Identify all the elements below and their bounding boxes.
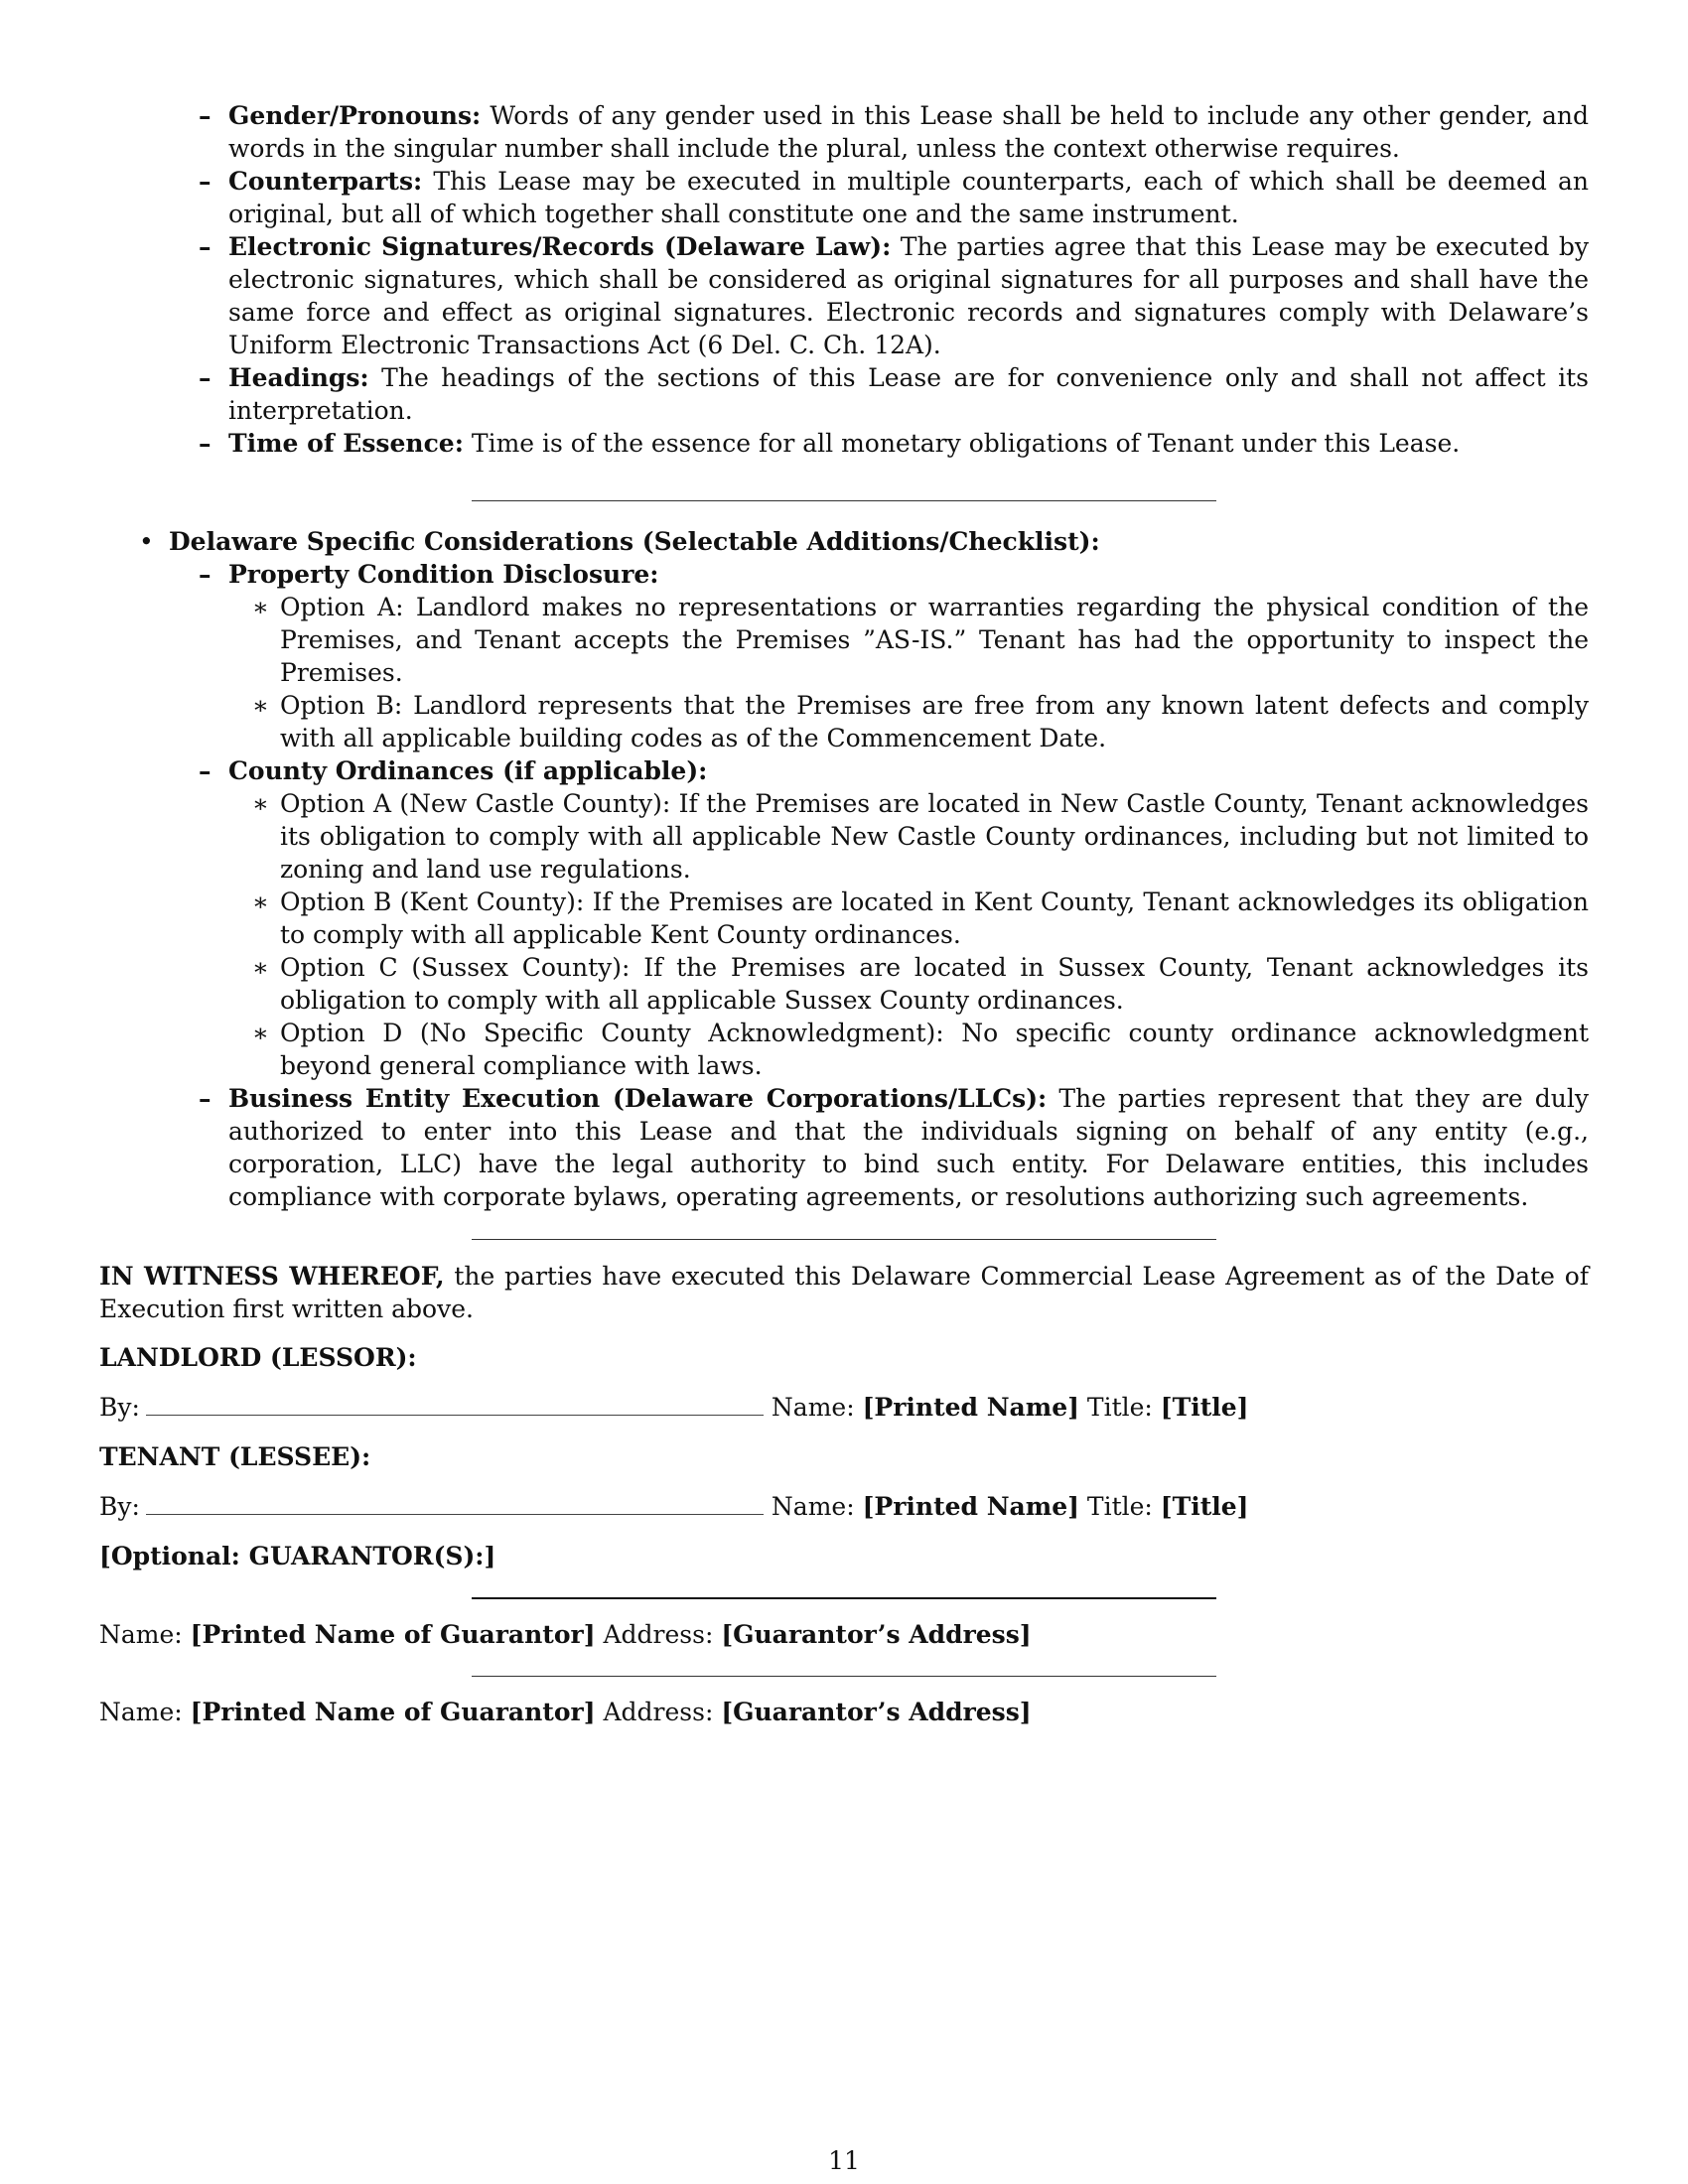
guarantor-line: Name: [Printed Name of Guarantor] Address: [Guarantor’s Address] [99,1698,1032,1726]
list-item: – Gender/Pronouns: Words of any gender used in this Lease shall be held to include any other gender, and words in the singular number shall include the plural, unless the context otherwise requires. [228,99,1589,165]
option-item: ∗ Option B (Kent County): If the Premises are located in Kent County, Tenant acknowledges its obligation to comply with all applicable Kent County ordinances. [280,886,1589,951]
list-item: – County Ordinances (if applicable): ∗ Option A (New Castle County): If the Premises are located in New Castle County, Tenant acknowledges its obligation to comply with all applicable New Castle County ordinances, including but not limited to zoning and land use regulations. ∗ Option B (Kent County): If the Premises are located in Kent County, Tenant acknowledges its obligation to comply with all applicable Kent County ordinances. ∗ Option C (Sussex County): If the Premises are located in Sussex County, Tenant acknowledges its obligation to comply with all applicable Sussex County ordinances. ∗ Option D (No Specific County Acknowledgment): No specific county ordinance acknowledgment beyond general compliance with laws. [228,754,1589,1082]
tenant-signature-field[interactable] [146,1492,764,1515]
guarantor-line: Name: [Printed Name of Guarantor] Address: [Guarantor’s Address] [99,1620,1032,1649]
option-item: ∗ Option A (New Castle County): If the Premises are located in New Castle County, Tenant acknowledges its obligation to comply with all applicable New Castle County ordinances, including but not limited to zoning and land use regulations. [280,787,1589,886]
option-item: ∗ Option D (No Specific County Acknowledgment): No specific county ordinance acknowledgment beyond general compliance with laws. [280,1017,1589,1082]
option-item: ∗ Option A: Landlord makes no representations or warranties regarding the physical condition of the Premises, and Tenant accepts the Premises ”AS-IS.” Tenant has had the opportunity to inspect the Premises. [280,591,1589,689]
tenant-heading: TENANT (LESSEE): [99,1442,371,1471]
delaware-list [228,558,1589,1213]
tenant-signature-line: By: Name: [Printed Name] Title: [Title] [99,1492,1249,1521]
document-page [99,99,1589,1728]
list-item: – Property Condition Disclosure: ∗ Option A: Landlord makes no representations or warranties regarding the physical condition of the Premises, and Tenant accepts the Premises ”AS-IS.” Tenant has had the opportunity to inspect the Premises. ∗ Option B: Landlord represents that the Premises are free from any known latent defects and comply with all applicable building codes as of the Commencement Date. [228,558,1589,754]
landlord-signature-field[interactable] [146,1393,764,1416]
landlord-heading: LANDLORD (LESSOR): [99,1343,417,1372]
list-item: – Headings: The headings of the sections of this Lease are for convenience only and shall not affect its interpretation. [228,361,1589,427]
property-options [280,591,1589,754]
list-item: – Electronic Signatures/Records (Delaware Law): The parties agree that this Lease may be executed by electronic signatures, which shall be considered as original signatures for all purposes and shall have the same force and effect as original signatures. Electronic records and signatures comply with Delaware’s Uniform Electronic Transactions Act (6 Del. C. Ch. 12A). [228,230,1589,361]
page-number: 11 [828,2146,860,2175]
list-item: – Counterparts: This Lease may be executed in multiple counterparts, each of which shall be deemed an original, but all of which together shall constitute one and the same instrument. [228,165,1589,230]
option-item: ∗ Option C (Sussex County): If the Premises are located in Sussex County, Tenant acknowledges its obligation to comply with all applicable Sussex County ordinances. [280,951,1589,1017]
option-item: ∗ Option B: Landlord represents that the Premises are free from any known latent defects and comply with all applicable building codes as of the Commencement Date. [280,689,1589,754]
landlord-signature-line: By: Name: [Printed Name] Title: [Title] [99,1393,1249,1422]
delaware-section [169,525,1589,558]
guarantor-heading: [Optional: GUARANTOR(S):] [99,1542,496,1570]
general-provisions-list [228,99,1589,460]
witness-paragraph: IN WITNESS WHEREOF, the parties have executed this Delaware Commercial Lease Agreement as of the Date of Execution first written above. [99,1262,1589,1323]
county-options [280,787,1589,1082]
list-item: – Time of Essence: Time is of the essence for all monetary obligations of Tenant under this Lease. [228,427,1589,460]
delaware-heading: Delaware Specific Considerations (Selectable Additions/Checklist): [169,527,1100,556]
list-item: – Business Entity Execution (Delaware Corporations/LLCs): The parties represent that they are duly authorized to enter into this Lease and that the individuals signing on behalf of any entity (e.g., corporation, LLC) have the legal authority to bind such entity. For Delaware entities, this includes compliance with corporate bylaws, operating agreements, or resolutions authorizing such agreements. [228,1082,1589,1213]
